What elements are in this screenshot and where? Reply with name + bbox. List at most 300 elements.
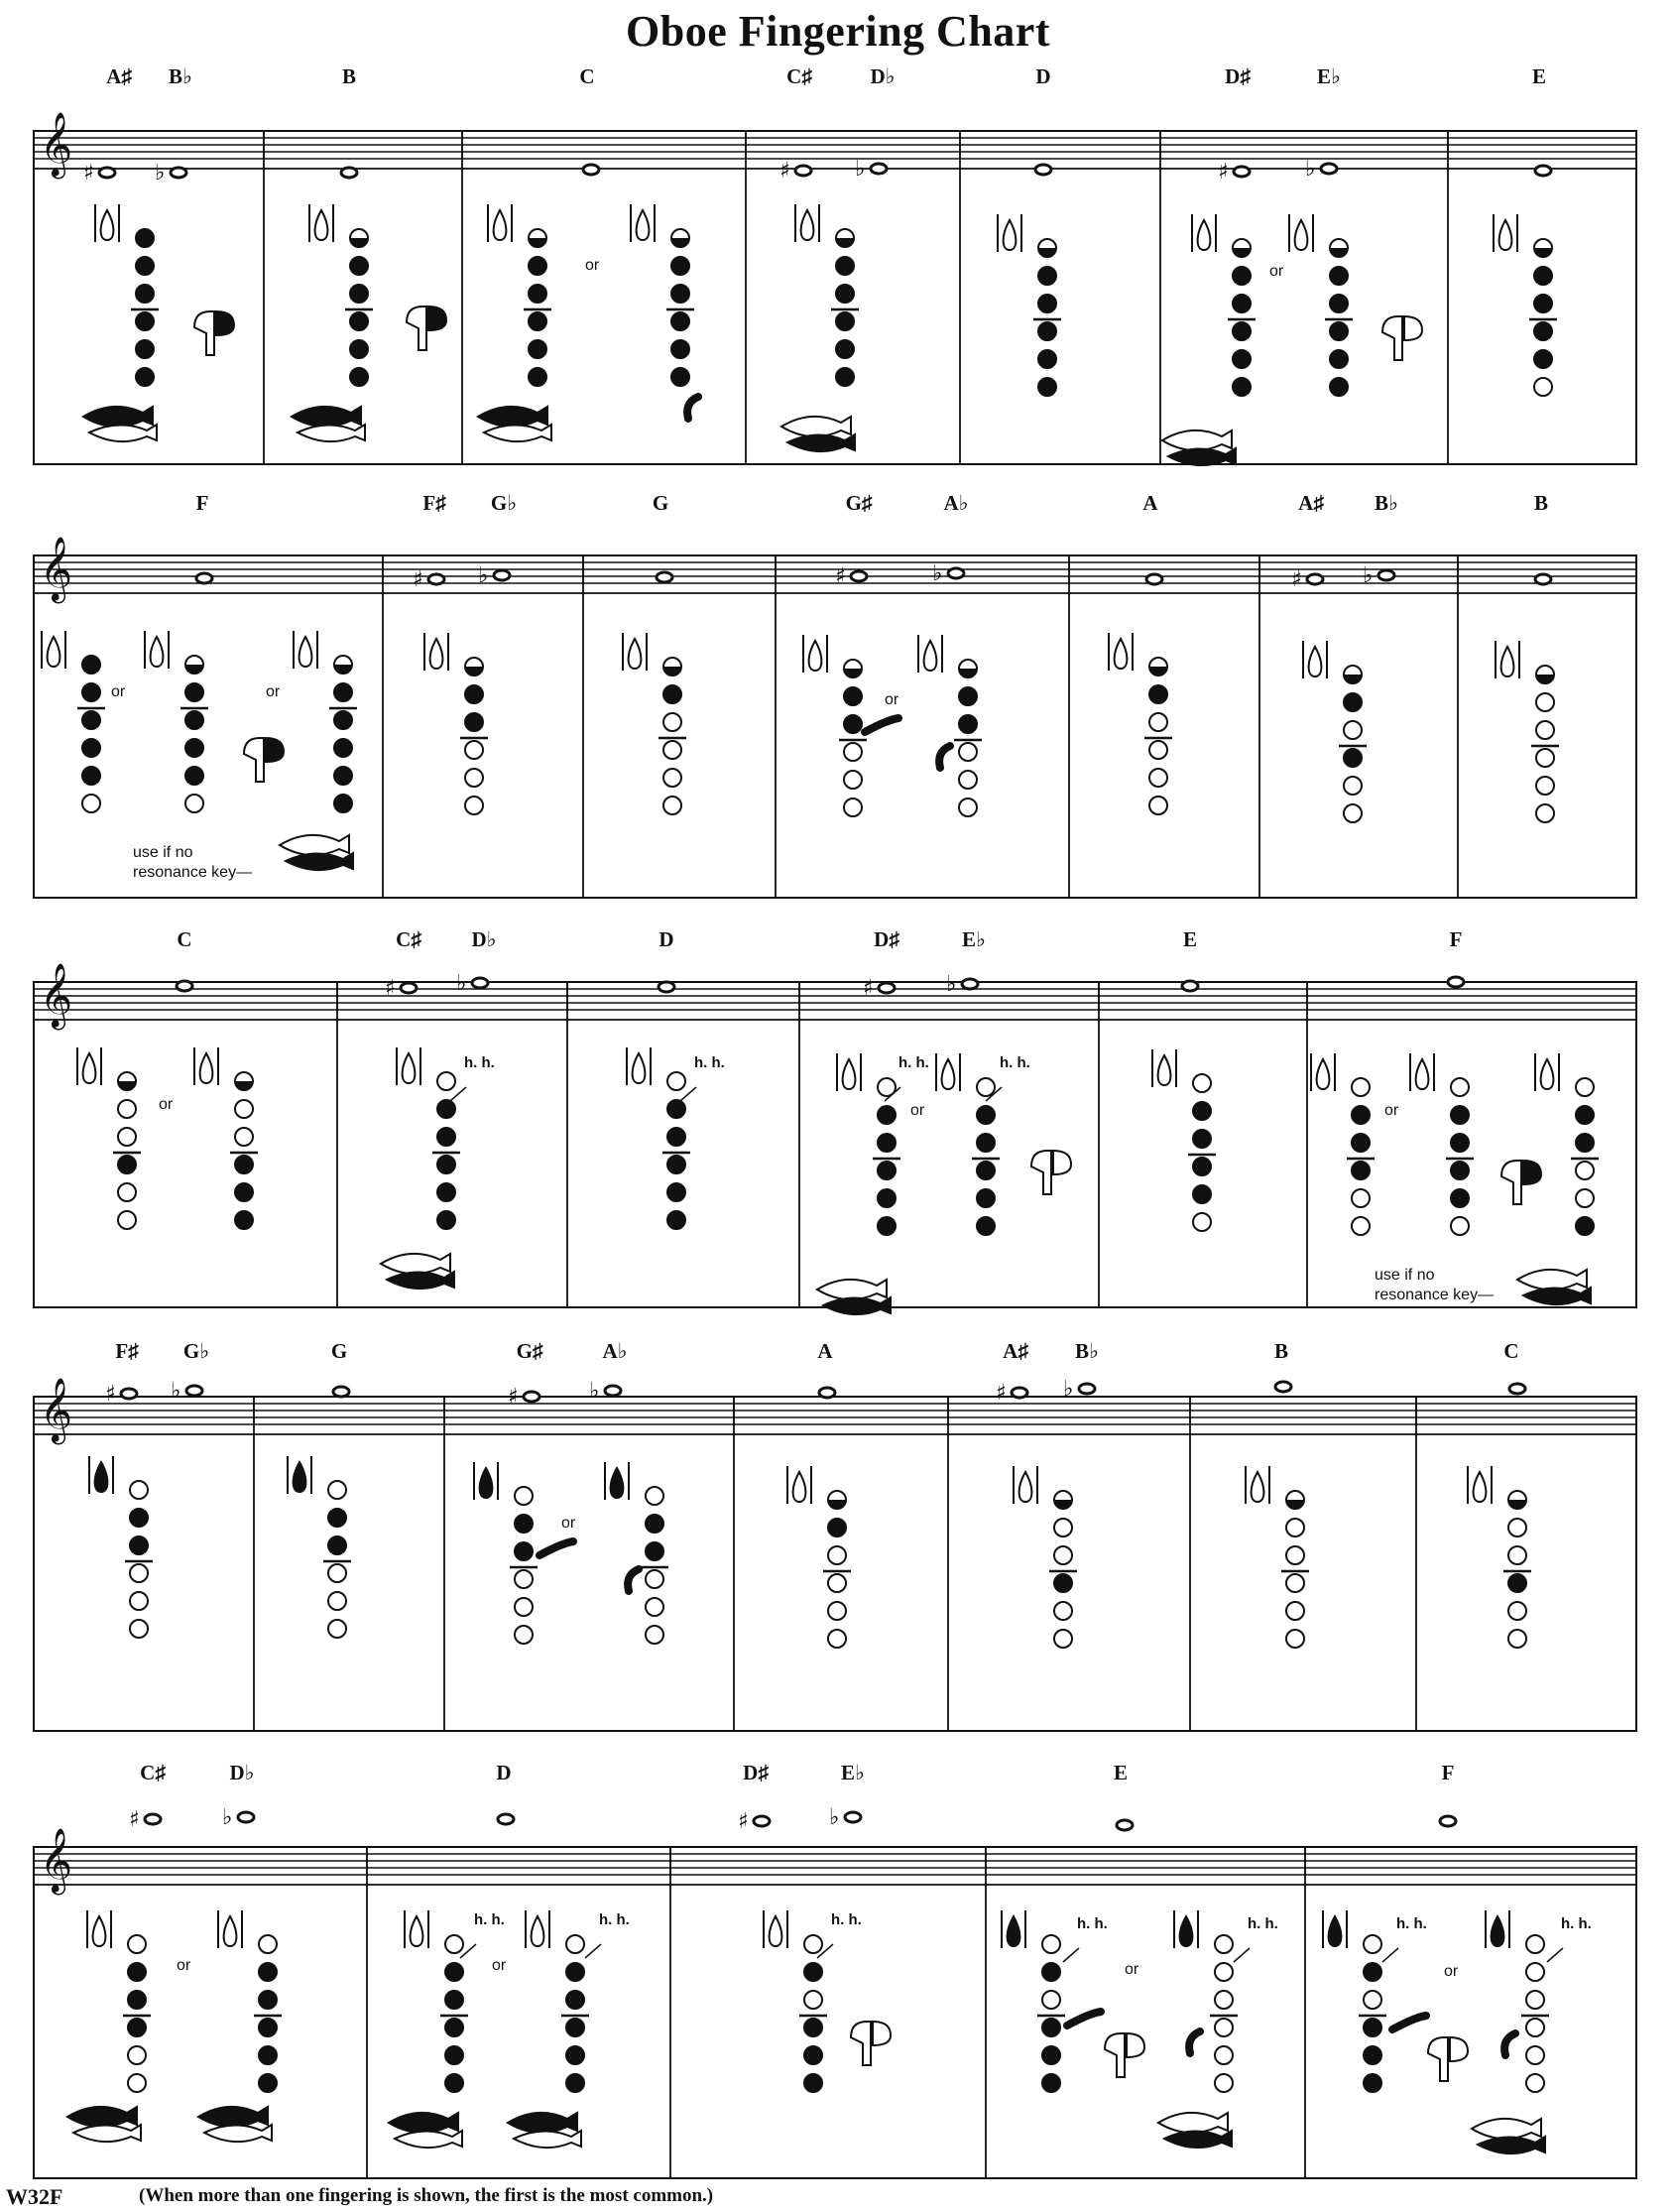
note-name: E♭: [1317, 64, 1341, 88]
closed-hole-icon: [1193, 1130, 1211, 1148]
closed-hole-icon: [328, 1536, 346, 1554]
closed-hole-icon: [566, 2074, 584, 2092]
sharp-sign: ♯: [738, 1809, 749, 1834]
open-hole-icon: [1536, 777, 1554, 795]
half-hole-label: h. h.: [1396, 1915, 1427, 1932]
closed-hole-icon: [836, 312, 854, 330]
staff-note: [946, 972, 978, 997]
note-name: F: [1449, 927, 1463, 951]
closed-hole-icon: [1330, 350, 1348, 368]
staff-note: [738, 1809, 770, 1834]
closed-hole-icon: [445, 2074, 463, 2092]
closed-hole-icon: [1054, 1574, 1072, 1592]
closed-hole-icon: [646, 1542, 663, 1560]
open-hole-icon: [1149, 769, 1167, 787]
note-name: E: [1531, 64, 1547, 88]
closed-hole-icon: [128, 2019, 146, 2036]
fingering-column: [526, 1910, 589, 2092]
fingering-column: [424, 633, 488, 814]
fingering-column: [803, 635, 867, 816]
fingering-column: [1468, 1466, 1531, 1648]
flat-sign: ♭: [155, 161, 166, 185]
open-hole-icon: [1536, 721, 1554, 739]
octave-key-icon: [918, 635, 942, 673]
fingering-column: [1323, 1910, 1386, 2092]
staff-note: [341, 168, 357, 178]
open-hole-icon: [646, 1570, 663, 1588]
closed-hole-icon: [82, 711, 100, 729]
open-hole-icon: [1536, 804, 1554, 822]
octave-key-icon: [1303, 641, 1327, 678]
closed-hole-icon: [663, 685, 681, 703]
treble-clef-icon: 𝄞: [40, 963, 73, 1028]
closed-hole-icon: [671, 368, 689, 386]
left-pinky-keys-icon: [198, 2107, 272, 2142]
octave-key-icon: [764, 1910, 787, 1948]
closed-hole-icon: [515, 1542, 533, 1560]
closed-hole-icon: [566, 1991, 584, 2009]
treble-clef-icon: 𝄞: [40, 1378, 73, 1442]
open-hole-icon: [128, 2046, 146, 2064]
staff-note: [1146, 574, 1162, 584]
staff-note: [583, 165, 599, 175]
closed-hole-icon: [350, 368, 368, 386]
open-hole-icon: [515, 1626, 533, 1644]
closed-hole-icon: [566, 2046, 584, 2064]
closed-hole-icon: [1038, 322, 1056, 340]
left-pinky-keys-icon: [83, 407, 157, 441]
staff-note: [498, 1814, 514, 1824]
octave-key-icon: [95, 204, 119, 242]
octave-key-icon: [631, 204, 655, 242]
octave-key-icon: [42, 631, 65, 669]
closed-hole-icon: [844, 687, 862, 705]
open-hole-icon: [1054, 1630, 1072, 1648]
side-key-icon: [1504, 2033, 1515, 2055]
fingering-column: [77, 1047, 141, 1229]
octave-key-icon: [526, 1910, 549, 1948]
open-hole-icon: [1344, 721, 1362, 739]
closed-hole-icon: [437, 1128, 455, 1146]
fingering-column: [998, 214, 1061, 396]
closed-hole-icon: [878, 1134, 896, 1152]
fingering-column: [1014, 1466, 1077, 1648]
closed-hole-icon: [1330, 267, 1348, 285]
side-key-icon: [687, 397, 698, 419]
note-name: G♭: [182, 1339, 210, 1363]
open-hole-icon: [1526, 1935, 1544, 1953]
octave-key-icon: [1486, 1910, 1509, 1948]
octave-key-icon: [77, 1047, 101, 1085]
closed-hole-icon: [1364, 2019, 1381, 2036]
note-name: D♭: [870, 64, 896, 88]
side-key-icon: [1189, 2031, 1200, 2053]
closed-hole-icon: [667, 1128, 685, 1146]
fingering-column: [605, 1462, 668, 1644]
sharp-sign: ♯: [835, 564, 846, 589]
side-key-icon: [1392, 2016, 1426, 2029]
closed-hole-icon: [1534, 267, 1552, 285]
note-name: A♭: [943, 491, 969, 515]
note-name: B♭: [169, 64, 192, 88]
fingering-column: [405, 1910, 468, 2092]
closed-hole-icon: [529, 257, 546, 275]
open-hole-icon: [646, 1598, 663, 1616]
closed-hole-icon: [82, 767, 100, 785]
note-name: C♯: [396, 927, 421, 951]
or-label: or: [585, 257, 600, 274]
closed-hole-icon: [445, 2019, 463, 2036]
note-name: A♯: [106, 64, 132, 88]
open-hole-icon: [1149, 741, 1167, 759]
note-name: B: [1533, 491, 1549, 515]
closed-hole-icon: [1042, 2046, 1060, 2064]
open-hole-icon: [1286, 1574, 1304, 1592]
octave-key-icon: [803, 635, 827, 673]
flat-sign: ♭: [222, 1805, 233, 1830]
open-hole-icon: [1352, 1189, 1370, 1207]
closed-hole-icon: [445, 1991, 463, 2009]
closed-hole-icon: [334, 683, 352, 701]
closed-hole-icon: [1534, 295, 1552, 312]
or-label: or: [177, 1957, 191, 1974]
open-hole-icon: [1215, 1963, 1233, 1981]
left-pinky-keys-icon: [1517, 1270, 1591, 1304]
flat-sign: ♭: [456, 971, 467, 996]
half-hole-label: h. h.: [898, 1054, 929, 1071]
open-hole-icon: [1042, 1991, 1060, 2009]
fingering-column: [89, 1456, 153, 1638]
octave-key-icon: [1410, 1053, 1434, 1091]
footer-code: W32F: [6, 2184, 63, 2209]
closed-hole-icon: [350, 257, 368, 275]
left-pinky-keys-icon: [280, 835, 353, 870]
octave-key-icon: [1014, 1466, 1037, 1504]
closed-hole-icon: [529, 340, 546, 358]
right-pinky-keys-icon: [1031, 1151, 1071, 1194]
or-label: or: [1125, 1961, 1139, 1978]
closed-hole-icon: [878, 1217, 896, 1235]
right-pinky-keys-icon: [851, 2022, 891, 2065]
open-hole-icon: [128, 2074, 146, 2092]
octave-key-icon: [194, 1047, 218, 1085]
sharp-sign: ♯: [83, 161, 94, 185]
staff-note: [222, 1805, 254, 1830]
note-name: A♯: [1003, 1339, 1028, 1363]
open-hole-icon: [328, 1620, 346, 1638]
or-label: or: [910, 1102, 925, 1119]
closed-hole-icon: [1451, 1189, 1469, 1207]
staff-note: [413, 567, 444, 592]
row-frame: [34, 982, 1636, 1307]
side-key-icon: [1067, 2012, 1101, 2026]
chart-row: [34, 1339, 1636, 1731]
fingering-column: [309, 204, 373, 386]
closed-hole-icon: [1534, 322, 1552, 340]
closed-hole-icon: [350, 312, 368, 330]
octave-key-icon: [1174, 1910, 1198, 1948]
note-name: D♭: [471, 927, 497, 951]
closed-hole-icon: [445, 2046, 463, 2064]
closed-hole-icon: [445, 1963, 463, 1981]
note-name: G♭: [490, 491, 518, 515]
octave-key-icon: [1323, 1910, 1347, 1948]
fingering-column: [936, 1053, 1000, 1235]
fingering-column: [1496, 641, 1559, 822]
closed-hole-icon: [671, 257, 689, 275]
staff-note: [658, 982, 674, 992]
octave-key-icon: [1002, 1910, 1025, 1948]
open-hole-icon: [1344, 777, 1362, 795]
resonance-note-line1: use if no: [1375, 1267, 1435, 1284]
open-hole-icon: [844, 771, 862, 789]
open-hole-icon: [663, 713, 681, 731]
octave-key-icon: [145, 631, 169, 669]
half-hole-label: h. h.: [1077, 1915, 1108, 1932]
closed-hole-icon: [804, 1963, 822, 1981]
octave-key-icon: [218, 1910, 242, 1948]
open-hole-icon: [828, 1546, 846, 1564]
closed-hole-icon: [1364, 1963, 1381, 1981]
closed-hole-icon: [1344, 749, 1362, 767]
note-name: A: [817, 1339, 833, 1363]
open-hole-icon: [1576, 1189, 1594, 1207]
closed-hole-icon: [878, 1162, 896, 1179]
octave-key-icon: [405, 1910, 428, 1948]
octave-key-icon: [1496, 641, 1519, 678]
open-hole-icon: [465, 797, 483, 814]
open-hole-icon: [667, 1072, 685, 1090]
open-hole-icon: [1526, 2074, 1544, 2092]
note-name: D♯: [743, 1761, 769, 1784]
octave-key-icon: [424, 633, 448, 671]
closed-hole-icon: [836, 257, 854, 275]
staff-note: [385, 976, 417, 1001]
octave-key-icon: [474, 1462, 498, 1500]
staff-note: [1305, 157, 1337, 182]
closed-hole-icon: [1042, 2074, 1060, 2092]
open-hole-icon: [1286, 1519, 1304, 1536]
closed-hole-icon: [977, 1106, 995, 1124]
open-hole-icon: [437, 1072, 455, 1090]
fingering-column: [623, 633, 686, 814]
staff-note: [829, 1805, 861, 1830]
open-hole-icon: [1149, 797, 1167, 814]
closed-hole-icon: [1451, 1162, 1469, 1179]
open-hole-icon: [1054, 1519, 1072, 1536]
closed-hole-icon: [878, 1189, 896, 1207]
staff-note: [1117, 1820, 1133, 1830]
closed-hole-icon: [667, 1183, 685, 1201]
closed-hole-icon: [185, 767, 203, 785]
open-hole-icon: [1193, 1074, 1211, 1092]
closed-hole-icon: [1193, 1102, 1211, 1120]
staff-note: [177, 981, 192, 991]
open-hole-icon: [1215, 2046, 1233, 2064]
or-label: or: [1444, 1963, 1459, 1980]
open-hole-icon: [118, 1183, 136, 1201]
closed-hole-icon: [259, 2019, 277, 2036]
fingering-column: [1002, 1910, 1065, 2092]
note-name: D: [1035, 64, 1051, 88]
open-hole-icon: [663, 797, 681, 814]
staff-note: [1448, 977, 1464, 987]
octave-key-icon: [288, 1456, 311, 1494]
closed-hole-icon: [136, 285, 154, 303]
closed-hole-icon: [235, 1183, 253, 1201]
half-hole-label: h. h.: [1000, 1054, 1030, 1071]
note-name: D♭: [229, 1761, 255, 1784]
fingering-column: [1246, 1466, 1309, 1648]
open-hole-icon: [1508, 1630, 1526, 1648]
closed-hole-icon: [804, 2019, 822, 2036]
closed-hole-icon: [235, 1211, 253, 1229]
octave-key-icon: [488, 204, 512, 242]
closed-hole-icon: [82, 656, 100, 674]
right-pinky-keys-icon: [194, 311, 234, 355]
fingering-column: [1535, 1053, 1599, 1235]
closed-hole-icon: [465, 713, 483, 731]
closed-hole-icon: [836, 368, 854, 386]
open-hole-icon: [1536, 749, 1554, 767]
open-hole-icon: [130, 1564, 148, 1582]
open-hole-icon: [1286, 1546, 1304, 1564]
staff-note: [1440, 1816, 1456, 1826]
open-hole-icon: [804, 1991, 822, 2009]
staff-note: [996, 1381, 1027, 1406]
closed-hole-icon: [1451, 1106, 1469, 1124]
octave-key-icon: [936, 1053, 960, 1091]
staff-note: [1063, 1377, 1095, 1402]
closed-hole-icon: [82, 739, 100, 757]
closed-hole-icon: [437, 1100, 455, 1118]
closed-hole-icon: [350, 285, 368, 303]
row-frame: [34, 555, 1636, 898]
open-hole-icon: [1508, 1602, 1526, 1620]
octave-key-icon: [1109, 633, 1133, 671]
note-name: E♭: [841, 1761, 865, 1784]
closed-hole-icon: [1233, 322, 1251, 340]
open-hole-icon: [1054, 1602, 1072, 1620]
or-label: or: [1384, 1102, 1399, 1119]
side-key-icon: [539, 1541, 573, 1555]
open-hole-icon: [1215, 2074, 1233, 2092]
staff-note: [155, 161, 186, 185]
closed-hole-icon: [334, 739, 352, 757]
resonance-note-line2: resonance key—: [133, 864, 253, 881]
octave-key-icon: [605, 1462, 629, 1500]
closed-hole-icon: [1233, 350, 1251, 368]
chart-row: [34, 491, 1636, 898]
octave-key-icon: [627, 1047, 651, 1085]
closed-hole-icon: [836, 340, 854, 358]
closed-hole-icon: [1352, 1106, 1370, 1124]
octave-key-icon: [623, 633, 647, 671]
side-key-icon: [865, 718, 898, 732]
open-hole-icon: [1451, 1217, 1469, 1235]
open-hole-icon: [1526, 2046, 1544, 2064]
closed-hole-icon: [185, 711, 203, 729]
closed-hole-icon: [185, 683, 203, 701]
fingering-column: [1192, 214, 1256, 396]
octave-key-icon: [1246, 1466, 1269, 1504]
closed-hole-icon: [844, 715, 862, 733]
closed-hole-icon: [82, 683, 100, 701]
open-hole-icon: [1054, 1546, 1072, 1564]
fingering-column: [145, 631, 208, 812]
open-hole-icon: [465, 769, 483, 787]
closed-hole-icon: [1038, 267, 1056, 285]
octave-key-icon: [1535, 1053, 1559, 1091]
side-key-icon: [939, 746, 950, 768]
open-hole-icon: [1508, 1519, 1526, 1536]
left-pinky-keys-icon: [478, 407, 551, 441]
closed-hole-icon: [1233, 295, 1251, 312]
closed-hole-icon: [1330, 295, 1348, 312]
fingering-column: [1494, 214, 1557, 396]
note-name: D♯: [1225, 64, 1251, 88]
open-hole-icon: [328, 1592, 346, 1610]
closed-hole-icon: [328, 1509, 346, 1527]
fingering-column: [1486, 1910, 1549, 2092]
flat-sign: ♭: [478, 563, 489, 588]
right-pinky-keys-icon: [244, 738, 284, 782]
closed-hole-icon: [130, 1536, 148, 1554]
note-name: G: [330, 1339, 348, 1363]
closed-hole-icon: [136, 312, 154, 330]
or-label: or: [561, 1515, 576, 1532]
open-hole-icon: [1215, 1991, 1233, 2009]
octave-key-icon: [1289, 214, 1313, 252]
closed-hole-icon: [1233, 267, 1251, 285]
staff-note: [657, 572, 672, 582]
fingering-column: [1311, 1053, 1375, 1235]
sharp-sign: ♯: [129, 1807, 140, 1832]
open-hole-icon: [130, 1620, 148, 1638]
open-hole-icon: [828, 1574, 846, 1592]
octave-key-icon: [1311, 1053, 1335, 1091]
closed-hole-icon: [959, 715, 977, 733]
closed-hole-icon: [667, 1211, 685, 1229]
note-name: A♭: [602, 1339, 628, 1363]
open-hole-icon: [118, 1211, 136, 1229]
open-hole-icon: [128, 1935, 146, 1953]
flat-sign: ♭: [855, 157, 866, 182]
closed-hole-icon: [334, 711, 352, 729]
staff-note: [779, 159, 811, 184]
open-hole-icon: [1042, 1935, 1060, 1953]
closed-hole-icon: [515, 1515, 533, 1533]
closed-hole-icon: [1576, 1134, 1594, 1152]
closed-hole-icon: [1038, 295, 1056, 312]
closed-hole-icon: [136, 340, 154, 358]
half-hole-label: h. h.: [599, 1911, 630, 1928]
flat-sign: ♭: [932, 561, 943, 586]
open-hole-icon: [1352, 1078, 1370, 1096]
flat-sign: ♭: [1305, 157, 1316, 182]
note-name: C♯: [140, 1761, 166, 1784]
note-name: F♯: [115, 1339, 139, 1363]
flat-sign: ♭: [589, 1379, 600, 1404]
closed-hole-icon: [130, 1509, 148, 1527]
staff-note: [478, 563, 510, 588]
closed-hole-icon: [828, 1519, 846, 1536]
closed-hole-icon: [1042, 2019, 1060, 2036]
fingering-column: [1410, 1053, 1474, 1235]
note-name: E: [1182, 927, 1198, 951]
fingering-column: [95, 204, 159, 386]
open-hole-icon: [185, 795, 203, 812]
